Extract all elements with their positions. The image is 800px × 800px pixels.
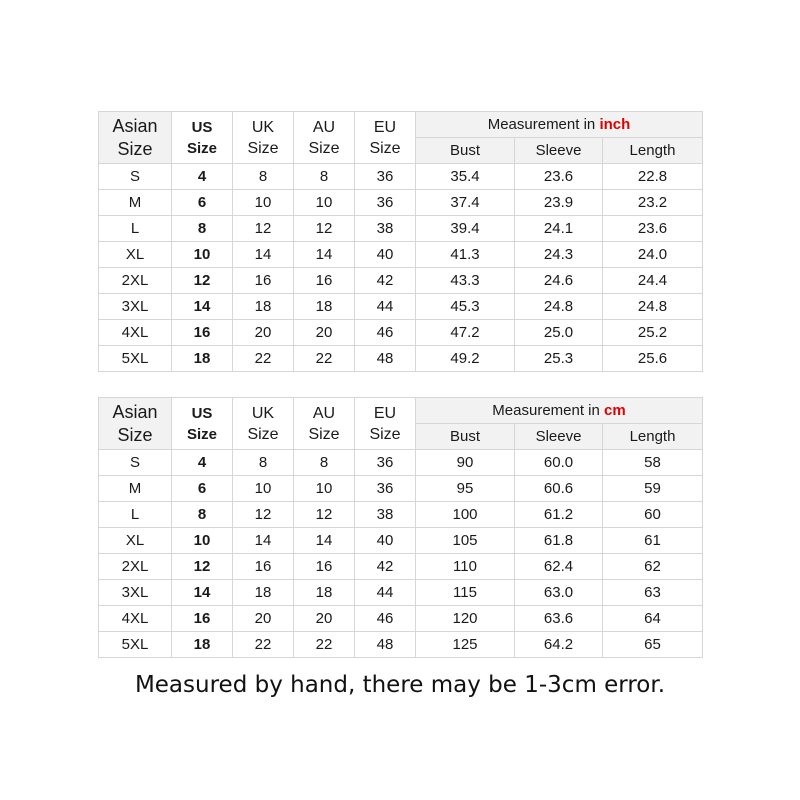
cell-bust: 47.2 [416, 320, 515, 346]
unit-label: cm [604, 402, 626, 419]
cell-bust: 125 [416, 632, 515, 658]
cell-au-size: 10 [294, 190, 355, 216]
measurement-title [416, 398, 703, 424]
measurement-note: Measured by hand, there may be 1-3cm error. [134, 672, 666, 698]
cell-asian-size: L [99, 216, 172, 242]
cell-uk-size: 14 [233, 242, 294, 268]
cell-asian-size: 4XL [99, 320, 172, 346]
measurement-title [416, 112, 703, 138]
cell-us-size: 8 [172, 216, 233, 242]
cell-bust: 37.4 [416, 190, 515, 216]
cell-asian-size: 3XL [99, 294, 172, 320]
cell-sleeve: 23.9 [515, 190, 603, 216]
cell-bust: 95 [416, 476, 515, 502]
header-sleeve: Sleeve [515, 424, 603, 450]
cell-asian-size: XL [99, 528, 172, 554]
cell-asian-size: 5XL [99, 632, 172, 658]
cell-us-size: 14 [172, 580, 233, 606]
cell-length: 61 [603, 528, 703, 554]
cell-uk-size: 8 [233, 164, 294, 190]
cell-uk-size: 20 [233, 320, 294, 346]
header-length: Length [603, 138, 703, 164]
cell-bust: 35.4 [416, 164, 515, 190]
table-body [99, 112, 703, 372]
table-row [99, 190, 703, 216]
unit-label: inch [599, 116, 631, 133]
header-us-size: US Size [172, 398, 233, 450]
cell-eu-size: 40 [355, 528, 416, 554]
size-table-cm [98, 397, 703, 658]
cell-bust: 115 [416, 580, 515, 606]
cell-us-size: 18 [172, 632, 233, 658]
header-uk-size: UK Size [233, 398, 294, 450]
header-row-top [99, 398, 703, 424]
table-row [99, 632, 703, 658]
cell-uk-size: 20 [233, 606, 294, 632]
cell-sleeve: 24.6 [515, 268, 603, 294]
cell-us-size: 18 [172, 346, 233, 372]
cell-eu-size: 44 [355, 294, 416, 320]
cell-au-size: 16 [294, 554, 355, 580]
cell-length: 23.2 [603, 190, 703, 216]
header-us-size: US Size [172, 112, 233, 164]
cell-uk-size: 18 [233, 294, 294, 320]
cell-length: 65 [603, 632, 703, 658]
cell-asian-size: XL [99, 242, 172, 268]
cell-au-size: 16 [294, 268, 355, 294]
cell-eu-size: 44 [355, 580, 416, 606]
cell-eu-size: 46 [355, 606, 416, 632]
cell-eu-size: 38 [355, 216, 416, 242]
cell-bust: 43.3 [416, 268, 515, 294]
header-eu-size: EU Size [355, 398, 416, 450]
cell-length: 24.4 [603, 268, 703, 294]
cell-eu-size: 36 [355, 164, 416, 190]
cell-length: 63 [603, 580, 703, 606]
cell-au-size: 8 [294, 450, 355, 476]
cell-eu-size: 38 [355, 502, 416, 528]
table-row [99, 450, 703, 476]
cell-sleeve: 62.4 [515, 554, 603, 580]
table-row [99, 502, 703, 528]
table-row [99, 528, 703, 554]
cell-sleeve: 63.6 [515, 606, 603, 632]
cell-au-size: 20 [294, 320, 355, 346]
cell-bust: 39.4 [416, 216, 515, 242]
cell-us-size: 16 [172, 606, 233, 632]
cell-sleeve: 61.2 [515, 502, 603, 528]
cell-us-size: 12 [172, 268, 233, 294]
cell-sleeve: 24.3 [515, 242, 603, 268]
cell-uk-size: 16 [233, 554, 294, 580]
cell-uk-size: 12 [233, 502, 294, 528]
table-row [99, 320, 703, 346]
cell-bust: 49.2 [416, 346, 515, 372]
cell-eu-size: 42 [355, 554, 416, 580]
cell-us-size: 4 [172, 450, 233, 476]
cell-asian-size: L [99, 502, 172, 528]
cell-sleeve: 23.6 [515, 164, 603, 190]
cell-us-size: 6 [172, 476, 233, 502]
table-row [99, 216, 703, 242]
cell-us-size: 14 [172, 294, 233, 320]
cell-eu-size: 40 [355, 242, 416, 268]
cell-uk-size: 22 [233, 346, 294, 372]
cell-eu-size: 48 [355, 346, 416, 372]
header-bust: Bust [416, 424, 515, 450]
cell-length: 23.6 [603, 216, 703, 242]
cell-us-size: 6 [172, 190, 233, 216]
cell-bust: 120 [416, 606, 515, 632]
cell-uk-size: 14 [233, 528, 294, 554]
table-row [99, 242, 703, 268]
cell-eu-size: 36 [355, 190, 416, 216]
header-au-size: AU Size [294, 398, 355, 450]
cell-length: 59 [603, 476, 703, 502]
table-row [99, 346, 703, 372]
cell-bust: 41.3 [416, 242, 515, 268]
cell-length: 24.0 [603, 242, 703, 268]
cell-asian-size: 2XL [99, 268, 172, 294]
header-row-top [99, 112, 703, 138]
cell-length: 64 [603, 606, 703, 632]
header-length: Length [603, 424, 703, 450]
table-row [99, 554, 703, 580]
cell-sleeve: 25.0 [515, 320, 603, 346]
header-sleeve: Sleeve [515, 138, 603, 164]
cell-length: 24.8 [603, 294, 703, 320]
table-row [99, 164, 703, 190]
cell-us-size: 8 [172, 502, 233, 528]
header-uk-size: UK Size [233, 112, 294, 164]
cell-length: 25.6 [603, 346, 703, 372]
cell-asian-size: M [99, 476, 172, 502]
cell-asian-size: M [99, 190, 172, 216]
cell-au-size: 14 [294, 528, 355, 554]
cell-uk-size: 18 [233, 580, 294, 606]
cell-uk-size: 10 [233, 476, 294, 502]
table-row [99, 294, 703, 320]
table-row [99, 580, 703, 606]
cell-sleeve: 64.2 [515, 632, 603, 658]
cell-au-size: 14 [294, 242, 355, 268]
header-au-size: AU Size [294, 112, 355, 164]
cell-sleeve: 25.3 [515, 346, 603, 372]
cell-eu-size: 48 [355, 632, 416, 658]
cell-au-size: 10 [294, 476, 355, 502]
cell-uk-size: 8 [233, 450, 294, 476]
table-row [99, 476, 703, 502]
cell-us-size: 10 [172, 528, 233, 554]
cell-au-size: 22 [294, 346, 355, 372]
cell-au-size: 18 [294, 294, 355, 320]
cell-bust: 90 [416, 450, 515, 476]
cell-us-size: 16 [172, 320, 233, 346]
cell-bust: 110 [416, 554, 515, 580]
cell-uk-size: 10 [233, 190, 294, 216]
cell-eu-size: 42 [355, 268, 416, 294]
measurement-label: Measurement in [492, 402, 600, 419]
cell-sleeve: 24.1 [515, 216, 603, 242]
cell-sleeve: 61.8 [515, 528, 603, 554]
measurement-label: Measurement in [487, 116, 596, 133]
table-row [99, 268, 703, 294]
cell-asian-size: 2XL [99, 554, 172, 580]
cell-length: 25.2 [603, 320, 703, 346]
cell-sleeve: 60.6 [515, 476, 603, 502]
cell-asian-size: S [99, 164, 172, 190]
cell-sleeve: 63.0 [515, 580, 603, 606]
cell-au-size: 8 [294, 164, 355, 190]
header-bust: Bust [416, 138, 515, 164]
cell-length: 60 [603, 502, 703, 528]
cell-length: 62 [603, 554, 703, 580]
cell-eu-size: 46 [355, 320, 416, 346]
cell-length: 22.8 [603, 164, 703, 190]
cell-asian-size: 3XL [99, 580, 172, 606]
header-asian-size: Asian Size [99, 398, 172, 450]
cell-uk-size: 12 [233, 216, 294, 242]
cell-bust: 45.3 [416, 294, 515, 320]
table-body [99, 398, 703, 658]
cell-sleeve: 24.8 [515, 294, 603, 320]
cell-uk-size: 16 [233, 268, 294, 294]
cell-length: 58 [603, 450, 703, 476]
cell-bust: 100 [416, 502, 515, 528]
table-row [99, 606, 703, 632]
cell-us-size: 12 [172, 554, 233, 580]
cell-bust: 105 [416, 528, 515, 554]
cell-eu-size: 36 [355, 450, 416, 476]
header-eu-size: EU Size [355, 112, 416, 164]
cell-us-size: 10 [172, 242, 233, 268]
cell-us-size: 4 [172, 164, 233, 190]
size-table-inch [98, 111, 703, 372]
cell-asian-size: 5XL [99, 346, 172, 372]
cell-asian-size: S [99, 450, 172, 476]
cell-au-size: 20 [294, 606, 355, 632]
cell-uk-size: 22 [233, 632, 294, 658]
cell-asian-size: 4XL [99, 606, 172, 632]
cell-au-size: 12 [294, 502, 355, 528]
cell-au-size: 18 [294, 580, 355, 606]
cell-eu-size: 36 [355, 476, 416, 502]
header-asian-size: Asian Size [99, 112, 172, 164]
cell-sleeve: 60.0 [515, 450, 603, 476]
cell-au-size: 22 [294, 632, 355, 658]
cell-au-size: 12 [294, 216, 355, 242]
